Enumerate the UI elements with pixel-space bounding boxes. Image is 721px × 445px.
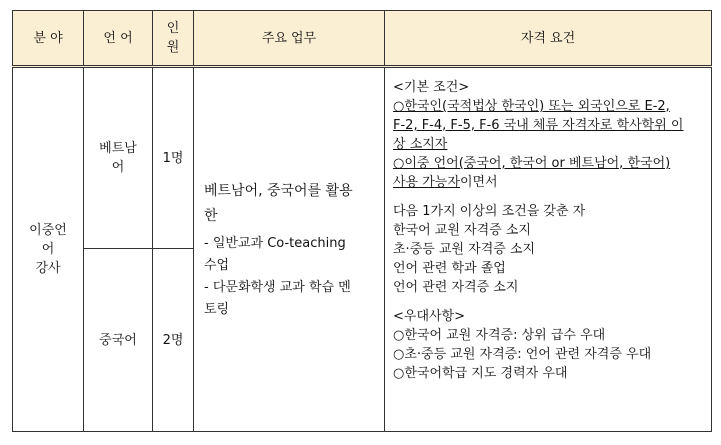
pref-item: ○한국어 교원 자격증: 상위 급수 우대: [393, 328, 606, 343]
pref-title: <우대사항>: [393, 309, 466, 324]
header-field: 분 야: [13, 11, 84, 67]
header-row: [13, 11, 712, 67]
duty-main-line1: 베트남어, 중국어를 활용: [204, 182, 353, 199]
header-count-line2: 원: [166, 40, 180, 55]
basic-1-line3: 상 소지자: [393, 137, 448, 152]
field-cell: [13, 67, 84, 432]
cond-item: 한국어 교원 자격증 소지: [393, 223, 531, 238]
header-count: [153, 11, 194, 67]
cond-item: 초·중등 교원 자격증 소지: [393, 242, 536, 257]
language-name-line2: 어: [111, 160, 125, 175]
duty-sub-list: [204, 233, 378, 321]
duty-sub1-line2: 수업: [204, 257, 230, 273]
basic-1-line2: F-2, F-4, F-5, F-6 국내 체류 자격자로 학사학위 이: [393, 118, 684, 133]
field-line2: 어: [41, 242, 55, 257]
duty-main: [204, 179, 378, 229]
count-cell-vietnamese: 1명: [153, 67, 194, 249]
header-requirement: 자격 요건: [385, 11, 712, 67]
basic-2-underlined: 사용 가능자: [393, 175, 460, 190]
cond-item: 언어 관련 자격증 소지: [393, 280, 519, 295]
language-cell-chinese: [84, 249, 153, 432]
field-line1: 이중언: [29, 223, 67, 238]
job-table: [12, 10, 712, 432]
language-cell-vietnamese: [84, 67, 153, 249]
basic-2-line1: ○이중 언어(중국어, 한국어 or 베트남어, 한국어): [393, 156, 671, 171]
duty-main-line2: 한: [204, 207, 218, 224]
cond-title: 다음 1가지 이상의 조건을 갖춘 자: [393, 204, 586, 219]
duty-sub2-line2: 토링: [204, 301, 230, 317]
cond-item: 언어 관련 학과 졸업: [393, 261, 506, 276]
requirement-cell: [385, 67, 712, 432]
duty-sub2-line1: - 다문화학생 교과 학습 멘: [204, 279, 351, 295]
language-name-line1: 중국어: [99, 332, 137, 348]
basic-2-rest: 이면서: [459, 175, 498, 190]
language-name-line1: 베트남: [99, 141, 137, 156]
duty-sub1-line1: - 일반교과 Co-teaching: [204, 235, 346, 251]
header-language: 언 어: [84, 11, 153, 67]
basic-title: <기본 조건>: [393, 80, 470, 95]
table-row: [13, 67, 712, 249]
basic-2-line2: [393, 173, 703, 192]
pref-item: ○한국어학급 지도 경력자 우대: [393, 366, 568, 381]
header-duty: 주요 업무: [194, 11, 385, 67]
duty-cell: [194, 67, 385, 432]
field-line3: 강사: [35, 261, 61, 276]
basic-1-line1: ○한국인(국적법상 한국인) 또는 외국인으로 E-2,: [393, 99, 670, 114]
header-count-line1: 인: [166, 21, 180, 36]
count-cell-chinese: 2명: [153, 249, 194, 432]
pref-item: ○초·중등 교원 자격증: 언어 관련 자격증 우대: [393, 347, 652, 362]
